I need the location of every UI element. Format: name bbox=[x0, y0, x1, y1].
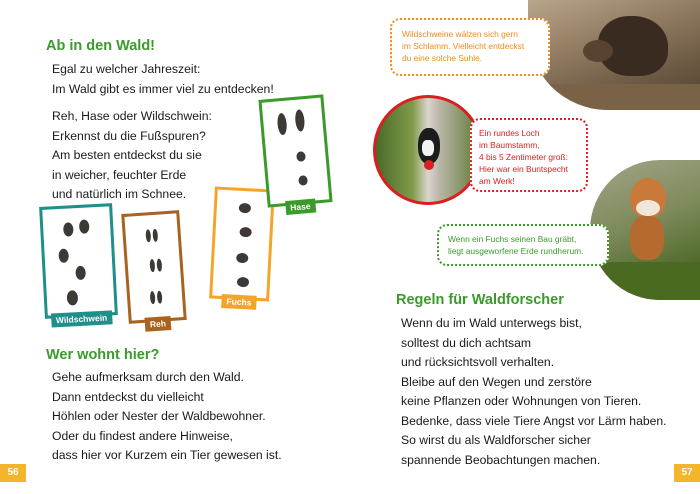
body-text-left bbox=[52, 368, 282, 466]
text-line: Wenn ein Fuchs seinen Bau gräbt, bbox=[448, 234, 577, 244]
text-line: Reh, Hase oder Wildschwein: bbox=[52, 109, 212, 123]
boar-track-icon bbox=[79, 219, 90, 234]
text-line: und rücksichtsvoll verhalten. bbox=[401, 355, 555, 369]
text-line: im Schlamm. Vielleicht entdeckst bbox=[402, 41, 525, 51]
card-fuchs bbox=[209, 187, 275, 308]
heading-ab-in-den-wald: Ab in den Wald! bbox=[46, 38, 156, 54]
card-label: Wildschwein bbox=[51, 310, 113, 327]
deer-track-icon bbox=[156, 258, 162, 271]
boar-track-icon bbox=[58, 249, 69, 264]
text-line: Dann entdeckst du vielleicht bbox=[52, 389, 204, 404]
text-line: 4 bis 5 Zentimeter groß: bbox=[479, 152, 568, 162]
text-line: Egal zu welcher Jahreszeit: bbox=[52, 62, 201, 76]
text-line: in weicher, feuchter Erde bbox=[52, 167, 187, 182]
fox-track-icon bbox=[237, 277, 250, 288]
text-line: am Werk! bbox=[479, 176, 515, 186]
text-line: Erkennst du die Fußspuren? bbox=[52, 128, 206, 143]
card-wildschwein bbox=[39, 203, 118, 326]
deer-track-icon bbox=[150, 291, 156, 304]
text-line: Wenn du im Wald unterwegs bist, bbox=[401, 316, 582, 330]
body-text-right bbox=[401, 314, 667, 470]
bubble-boar bbox=[390, 18, 550, 76]
card-label: Hase bbox=[285, 198, 316, 215]
text-line: Gehe aufmerksam durch den Wald. bbox=[52, 370, 244, 384]
card-label: Fuchs bbox=[221, 294, 257, 310]
wild-boar-photo bbox=[528, 0, 700, 110]
heading-wer-wohnt-hier: Wer wohnt hier? bbox=[46, 347, 160, 363]
text-line: solltest du dich achtsam bbox=[401, 335, 532, 350]
text-line: keine Pflanzen oder Wohnungen von Tieren. bbox=[401, 394, 642, 408]
text-line: Höhlen oder Nester der Waldbewohner. bbox=[52, 409, 266, 423]
text-line: und natürlich im Schnee. bbox=[52, 187, 187, 201]
text-line: Im Wald gibt es immer viel zu entdecken! bbox=[52, 81, 274, 96]
fox-track-icon bbox=[236, 253, 249, 264]
text-line: Bleibe auf den Wegen und zerstöre bbox=[401, 374, 592, 389]
deer-track-icon bbox=[145, 229, 151, 242]
text-line: So wirst du als Waldforscher sicher bbox=[401, 433, 591, 447]
text-line: im Baumstamm, bbox=[479, 140, 540, 150]
card-hase bbox=[258, 94, 332, 213]
boar-track-icon bbox=[63, 222, 74, 237]
deer-track-icon bbox=[152, 229, 158, 242]
boar-track-icon bbox=[67, 290, 79, 306]
woodpecker-photo bbox=[373, 95, 483, 205]
text-line: liegt ausgeworfene Erde rundherum. bbox=[448, 246, 584, 256]
card-reh bbox=[121, 210, 187, 330]
text-line: spannende Beobachtungen machen. bbox=[401, 452, 601, 467]
text-line: Bedenke, dass viele Tiere Angst vor Lärm haben. bbox=[401, 413, 667, 428]
bubble-fox bbox=[437, 224, 609, 266]
hare-track-icon bbox=[296, 151, 306, 162]
fox-track-icon bbox=[239, 203, 252, 214]
page-number-right: 57 bbox=[674, 464, 700, 482]
hare-track-icon bbox=[298, 175, 308, 186]
bubble-woodpecker bbox=[470, 118, 588, 192]
text-line: Hier war ein Buntspecht bbox=[479, 164, 568, 174]
text-line: Am besten entdeckst du sie bbox=[52, 148, 202, 162]
text-line: Wildschweine wälzen sich gern bbox=[402, 29, 518, 39]
heading-regeln: Regeln für Waldforscher bbox=[396, 292, 564, 308]
card-label: Reh bbox=[144, 316, 171, 332]
intro-text bbox=[52, 60, 274, 99]
deer-track-icon bbox=[157, 291, 163, 304]
text-line: Ein rundes Loch bbox=[479, 128, 540, 138]
hare-track-icon bbox=[277, 113, 288, 136]
text-line: dass hier vor Kurzem ein Tier gewesen ist. bbox=[52, 448, 282, 462]
boar-track-icon bbox=[75, 266, 86, 281]
text-line: Oder du findest andere Hinweise, bbox=[52, 428, 233, 443]
page-number-left: 56 bbox=[0, 464, 26, 482]
hare-track-icon bbox=[294, 109, 305, 132]
deer-track-icon bbox=[149, 259, 155, 272]
fox-track-icon bbox=[239, 227, 252, 238]
text-line: du eine solche Suhle. bbox=[402, 53, 483, 63]
question-text bbox=[52, 107, 212, 205]
